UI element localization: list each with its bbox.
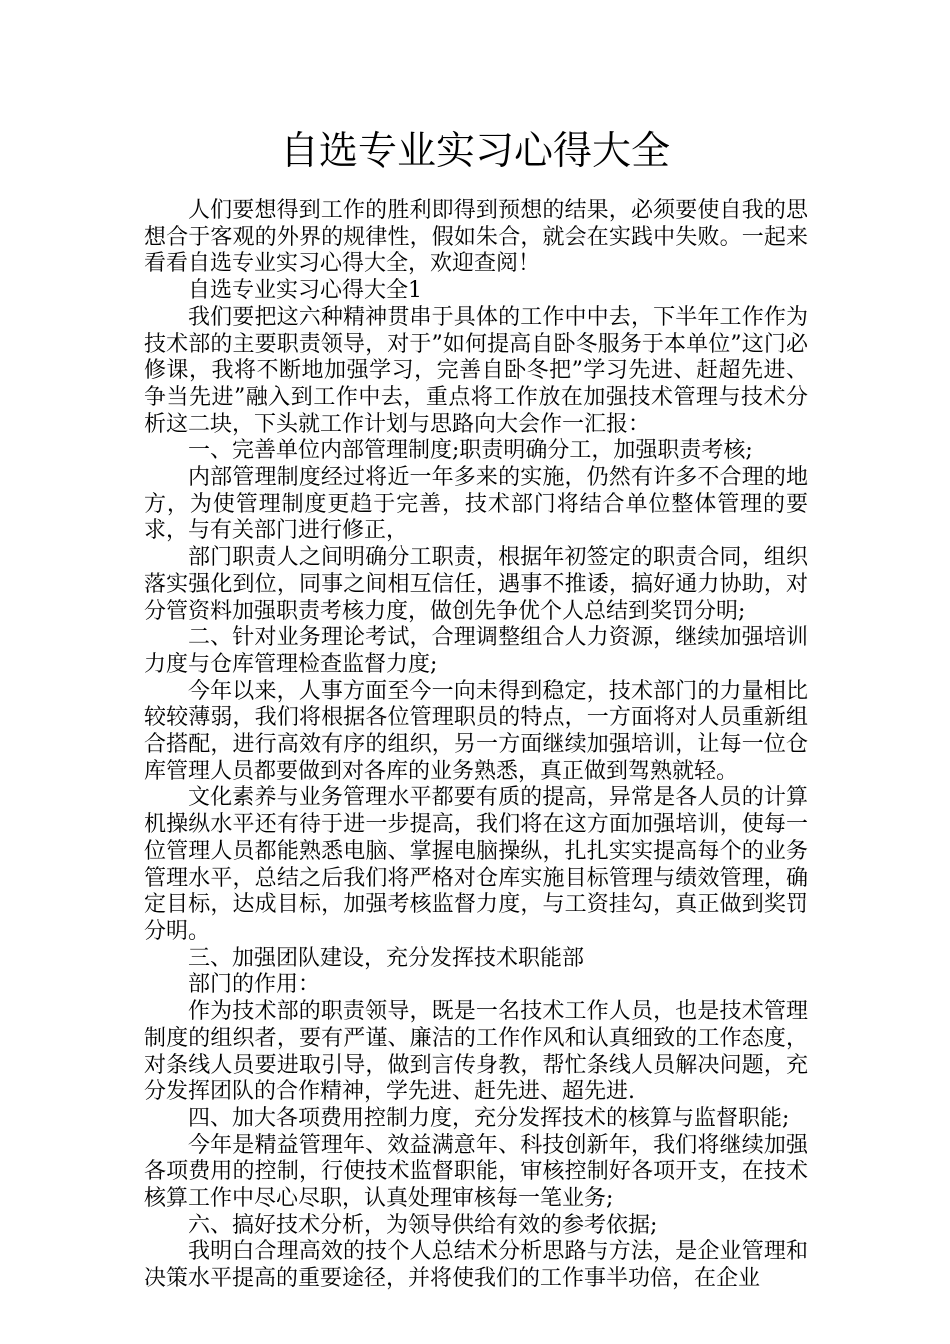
paragraph: 部门职责人之间明确分工职责，根据年初签定的职责合同，组织落实强化到位，同事之间相互信任，遇事不推诿，搞好通力协助，对分管资料加强职责考核力度，做创先争优个人总结到奖罚分明; <box>144 545 808 624</box>
paragraph: 四、加大各项费用控制力度，充分发挥技术的核算与监督职能; <box>188 1105 790 1131</box>
paragraph: 内部管理制度经过将近一年多来的实施，仍然有许多不合理的地方，为使管理制度更趋于完善，技术部门将结合单位整体管理的要求，与有关部门进行修正， <box>144 465 808 544</box>
document-title: 自选专业实习心得大全 <box>279 129 670 174</box>
paragraph: 今年以来，人事方面至今一向未得到稳定，技术部门的力量相比较较薄弱，我们将根据各位管理职员的特点，一方面将对人员重新组合搭配，进行高效有序的组织，另一方面继续加强培训，让每一位仓库管理人员都要做到对各库的业务熟悉，真正做到驾熟就轻。 <box>144 678 808 784</box>
document-body <box>144 198 808 1293</box>
paragraph: 一、完善单位内部管理制度;职责明确分工，加强职责考核; <box>188 438 753 464</box>
paragraph: 自选专业实习心得大全1 <box>188 278 422 304</box>
paragraph: 三、加强团队建设，充分发挥技术职能部 <box>188 945 585 971</box>
paragraph: 文化素养与业务管理水平都要有质的提高，异常是各人员的计算机操纵水平还有待于进一步提高，我们将在这方面加强培训，使每一位管理人员都能熟悉电脑、掌握电脑操纵，扎扎实实提高每个的业务管理水平，总结之后我们将严格对仓库实施目标管理与绩效管理，确定目标，达成目标，加强考核监督力度，与工资挂勾，真正做到奖罚分明。 <box>144 785 808 944</box>
paragraph: 部门的作用： <box>188 972 321 998</box>
paragraph: 人们要想得到工作的胜利即得到预想的结果，必须要使自我的思想合于客观的外界的规律性，假如朱合，就会在实践中失败。一起来看看自选专业实习心得大全，欢迎查阅！ <box>144 198 808 277</box>
paragraph: 六、搞好技术分析，为领导供给有效的参考依据; <box>188 1212 658 1238</box>
paragraph: 二、针对业务理论考试，合理调整组合人力资源，继续加强培训力度与仓库管理检查监督力度; <box>144 625 808 677</box>
paragraph: 我明白合理高效的技个人总结术分析思路与方法，是企业管理和决策水平提高的重要途径，并将使我们的工作事半功倍，在企业 <box>144 1239 808 1292</box>
paragraph: 今年是精益管理年、效益满意年、科技创新年，我们将继续加强各项费用的控制，行使技术监督职能，审核控制好各项开支，在技术核算工作中尽心尽职，认真处理审核每一笔业务; <box>144 1132 808 1212</box>
paragraph: 作为技术部的职责领导，既是一名技术工作人员，也是技术管理制度的组织者，要有严谨、廉洁的工作作风和认真细致的工作态度，对条线人员要进取引导，做到言传身教，帮忙条线人员解决问题，充分发挥团队的合作精神，学先进、赶先进、超先进. <box>144 999 808 1105</box>
paragraph: 我们要把这六种精神贯串于具体的工作中中去，下半年工作作为技术部的主要职责领导，对于”如何提高自卧冬服务于本单位”这门必修课，我将不断地加强学习，完善自卧冬把”学习先进、赶超先进、争当先进”融入到工作中去，重点将工作放在加强技术管理与技术分析这二块，下头就工作计划与思路向大会作一汇报： <box>144 304 808 437</box>
